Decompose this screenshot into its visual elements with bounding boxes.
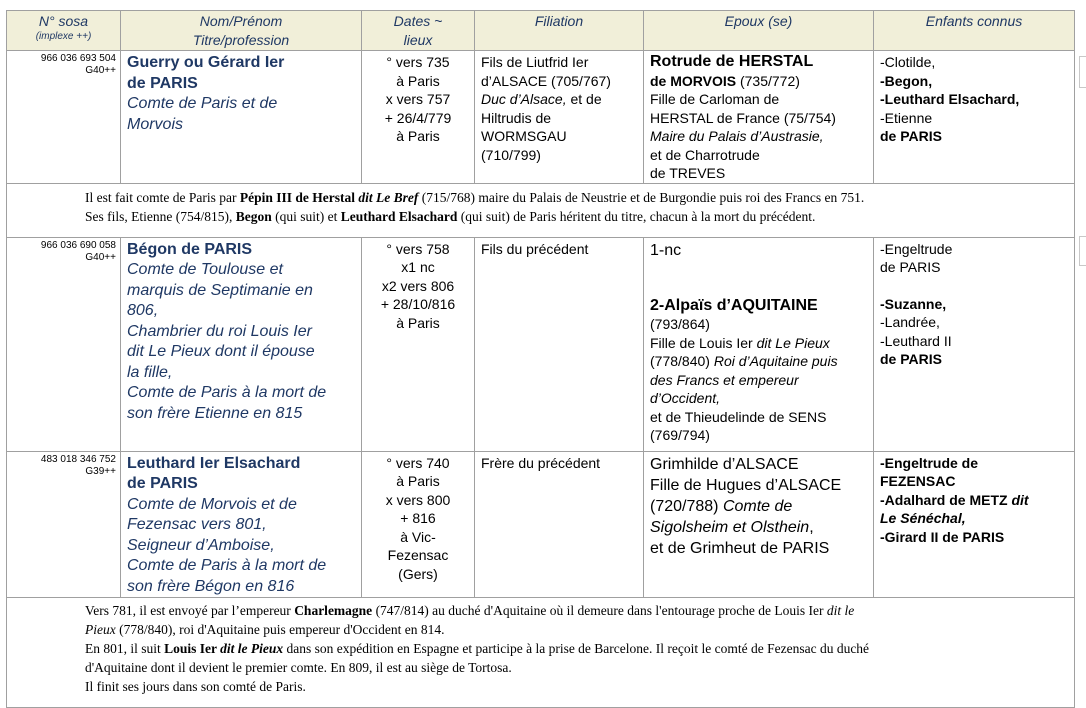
spouse-line <box>650 72 869 91</box>
spouse-line: 1-nc <box>650 241 682 259</box>
note-text: (778/840), roi d'Aquitaine puis empereur d'Occident en 814. <box>115 622 445 637</box>
person-title: son frère Bégon en 816 <box>127 577 295 595</box>
person-name: Leuthard Ier Elsachard <box>127 454 301 472</box>
person-title: Morvois <box>127 115 184 133</box>
sosa-cell <box>7 51 121 184</box>
spouse-title: Roi d’Aquitaine puis <box>713 353 838 369</box>
spacer <box>650 279 869 297</box>
child-item: -Leuthard Elsachard, <box>880 91 1020 107</box>
spouse-line: Maire du Palais d’Austrasie, <box>650 128 824 144</box>
header-dates-label: Dates ~ <box>393 13 443 29</box>
note-epithet: dit le <box>826 603 855 618</box>
date-line: Fezensac <box>387 547 449 563</box>
person-title: Seigneur d’Amboise, <box>127 536 275 554</box>
note-line <box>85 207 1068 226</box>
date-line: + 816 <box>400 510 436 526</box>
person-title: Fezensac vers 801, <box>127 516 267 533</box>
child-item: -Engeltrude de <box>880 454 979 471</box>
note-line: d'Aquitaine dont il devient le premier comte. En 809, il est au siège de Tortosa. <box>85 660 512 675</box>
spouse-name: Grimhilde d’ALSACE <box>650 455 799 473</box>
spouse-epithet: dit Le Pieux <box>756 334 830 351</box>
person-name: de PARIS <box>127 475 198 492</box>
children-cell <box>874 237 1075 451</box>
note-row <box>7 183 1075 237</box>
person-title: Comte de Toulouse et <box>127 261 283 278</box>
name-cell <box>121 451 362 598</box>
genealogy-table-container <box>6 10 1075 708</box>
person-title: 806, <box>127 302 159 319</box>
spouse-line <box>650 496 869 517</box>
spouse-title: Sigolsheim et Olsthein <box>650 518 810 536</box>
person-title: Comte de Paris à la mort de <box>127 384 327 401</box>
note-text: dans son expédition en Espagne et participe à la prise de Barcelone. Il reçoit le comté de Fezensac du duché <box>283 641 870 656</box>
filiation-title: Duc d’Alsace, <box>481 91 567 107</box>
spouse-cell <box>644 51 874 184</box>
date-line: x1 nc <box>401 259 435 275</box>
genealogy-table <box>6 10 1075 708</box>
filiation-cell <box>475 51 644 184</box>
child-item <box>880 491 1070 510</box>
header-enfants: Enfants connus <box>874 11 1075 51</box>
person-title: Comte de Paris et de <box>127 95 278 112</box>
dates-cell <box>362 237 475 451</box>
filiation-line: Fils de Liutfrid Ier <box>481 54 589 70</box>
date-line: ° vers 758 <box>386 240 450 257</box>
note-text: Vers 781, il est envoyé par l’empereur <box>85 603 295 618</box>
name-cell <box>121 51 362 184</box>
child-item: de PARIS <box>880 351 942 367</box>
header-sosa <box>7 11 121 51</box>
spouse-line <box>650 517 869 538</box>
child-epithet: dit <box>1011 491 1029 508</box>
note-epithet: dit Le Bref <box>358 189 419 205</box>
spacer <box>880 277 1070 295</box>
scrollbar-fragment <box>1079 56 1086 88</box>
spacer <box>650 261 869 279</box>
note-text: (qui suit) et <box>271 208 341 224</box>
date-line: + 28/10/816 <box>380 296 456 312</box>
date-line: x vers 757 <box>385 91 451 107</box>
child-item: -Engeltrude <box>880 240 953 257</box>
date-line: ° vers 740 <box>386 454 450 471</box>
dates-cell <box>362 51 475 184</box>
header-filiation: Filiation <box>475 11 644 51</box>
spouse-line: et de Thieudelinde de SENS <box>650 408 827 425</box>
header-row <box>7 11 1075 51</box>
sosa-cell <box>7 451 121 598</box>
spouse-line: et de Charrotrude <box>650 146 760 163</box>
note-text: (747/814) au duché d'Aquitaine où il demeure dans l'entourage proche de Louis Ier <box>372 603 827 618</box>
person-name: Guerry ou Gérard Ier <box>127 54 285 71</box>
header-titre-label: Titre/profession <box>192 32 290 48</box>
header-dates <box>362 11 475 51</box>
date-line: (Gers) <box>398 565 438 582</box>
header-nom-label: Nom/Prénom <box>199 13 283 29</box>
sosa-cell <box>7 237 121 451</box>
person-title: son frère Etienne en 815 <box>127 404 303 422</box>
sosa-number: 483 018 346 752 <box>40 453 116 465</box>
note-person: Louis Ier <box>164 641 221 656</box>
note-text: Ses fils, Etienne (754/815), <box>85 208 236 224</box>
note-line <box>85 639 1068 658</box>
children-cell <box>874 451 1075 598</box>
spouse-name: 2-Alpaïs d’AQUITAINE <box>650 296 818 314</box>
spouse-name: Rotrude de HERSTAL <box>650 53 814 70</box>
child-item: -Leuthard II <box>880 332 952 349</box>
note-line: Il finit ses jours dans son comté de Paris. <box>85 679 306 694</box>
header-sosa-label: N° sosa <box>38 13 89 29</box>
note-text: (qui suit) de Paris héritent du titre, chacun à la mort du précédent. <box>457 208 816 224</box>
child-name: -Adalhard de METZ <box>880 491 1012 508</box>
filiation-line: (710/799) <box>481 146 541 163</box>
spouse-text: (720/788) <box>650 497 723 515</box>
child-item: -Clotilde, <box>880 54 936 70</box>
sosa-number: 966 036 693 504 <box>40 53 116 64</box>
header-lieux-label: lieux <box>403 32 433 48</box>
spouse-line: (769/794) <box>650 427 710 443</box>
date-line: à Vic- <box>400 528 436 545</box>
spouse-line <box>650 334 869 353</box>
child-item: Le Sénéchal, <box>880 510 966 526</box>
spouse-line: Fille de Hugues d’ALSACE <box>650 476 842 494</box>
date-line: à Paris <box>396 128 440 144</box>
date-line: à Paris <box>396 473 440 489</box>
note-text: En 801, il suit <box>85 641 165 656</box>
note-line <box>85 188 1068 207</box>
child-item: -Landrée, <box>880 314 940 330</box>
filiation-line: Frère du précédent <box>481 454 601 471</box>
spouse-text: , <box>809 518 814 536</box>
child-item: FEZENSAC <box>880 473 956 489</box>
generation-label: G40++ <box>85 65 116 76</box>
spouse-line: (793/864) <box>650 316 710 332</box>
note-row <box>7 598 1075 708</box>
header-epoux: Epoux (se) <box>644 11 874 51</box>
children-cell <box>874 51 1075 184</box>
filiation-line: Fils du précédent <box>481 240 589 257</box>
person-title: Chambrier du roi Louis Ier <box>127 322 312 340</box>
table-row <box>7 237 1075 451</box>
spouse-line: HERSTAL de France (75/754) <box>650 109 836 126</box>
person-title: marquis de Septimanie en <box>127 281 313 299</box>
sosa-number: 966 036 690 058 <box>40 239 116 251</box>
person-name: Bégon de PARIS <box>127 240 253 258</box>
spouse-line: d’Occident, <box>650 390 721 406</box>
date-line: à Paris <box>396 314 440 331</box>
child-item: de PARIS <box>880 259 941 275</box>
note-cell <box>7 183 1075 237</box>
note-text: Il est fait comte de Paris par <box>85 189 240 205</box>
note-line <box>85 601 1068 620</box>
person-name: de PARIS <box>127 74 198 92</box>
scrollbar-fragment <box>1079 236 1086 266</box>
filiation-text: et de <box>566 91 602 107</box>
spouse-name-part: de MORVOIS <box>650 72 737 89</box>
table-row <box>7 51 1075 184</box>
name-cell <box>121 237 362 451</box>
note-text: (715/768) maire du Palais de Neustrie et de Burgondie puis roi des Francs en 751. <box>418 189 865 205</box>
date-line: ° vers 735 <box>386 54 450 70</box>
filiation-cell <box>475 451 644 598</box>
generation-label: G39++ <box>85 465 116 477</box>
spouse-text: Fille de Louis Ier <box>650 334 757 351</box>
spouse-line: Fille de Carloman de <box>650 91 780 107</box>
note-epithet: dit le Pieux <box>220 641 284 656</box>
filiation-line: WORMSGAU <box>481 128 567 144</box>
date-line: à Paris <box>396 72 440 89</box>
person-title: dit Le Pieux dont il épouse <box>127 343 315 360</box>
note-person: Pépin III de Herstal <box>239 189 359 205</box>
header-nom <box>121 11 362 51</box>
date-line: x2 vers 806 <box>381 277 455 294</box>
note-line <box>85 620 1068 639</box>
person-title: Comte de Morvois et de <box>127 495 297 513</box>
date-line: + 26/4/779 <box>384 109 452 126</box>
filiation-line: d’ALSACE (705/767) <box>481 72 611 89</box>
child-item: -Etienne <box>880 109 933 126</box>
header-sosa-sub: (implexe ++) <box>35 31 92 42</box>
dates-cell <box>362 451 475 598</box>
filiation-line: Hiltrudis de <box>481 109 552 126</box>
child-item: de PARIS <box>880 128 942 144</box>
note-epithet: Pieux <box>85 622 116 637</box>
generation-label: G40++ <box>85 251 116 263</box>
note-person: Begon <box>235 208 272 224</box>
note-person: Leuthard Elsachard <box>340 208 458 224</box>
filiation-cell <box>475 237 644 451</box>
child-item: -Suzanne, <box>880 295 947 312</box>
child-item: -Begon, <box>880 72 933 89</box>
spouse-title: Comte de <box>722 497 793 515</box>
note-person: Charlemagne <box>294 603 373 618</box>
spouse-line: et de Grimheut de PARIS <box>650 539 830 557</box>
spouse-line: de TREVES <box>650 165 726 181</box>
spouse-line: des Francs et empereur <box>650 371 799 388</box>
person-title: Comte de Paris à la mort de <box>127 557 327 574</box>
spouse-cell <box>644 237 874 451</box>
person-title: la fille, <box>127 363 173 381</box>
table-row <box>7 451 1075 598</box>
date-line: x vers 800 <box>385 491 451 508</box>
spouse-dates: (735/772) <box>736 72 800 89</box>
spouse-text: (778/840) <box>650 353 714 369</box>
child-item: -Girard II de PARIS <box>880 528 1005 545</box>
filiation-line <box>481 90 639 109</box>
spouse-cell <box>644 451 874 598</box>
note-cell <box>7 598 1075 708</box>
spouse-line <box>650 352 869 371</box>
